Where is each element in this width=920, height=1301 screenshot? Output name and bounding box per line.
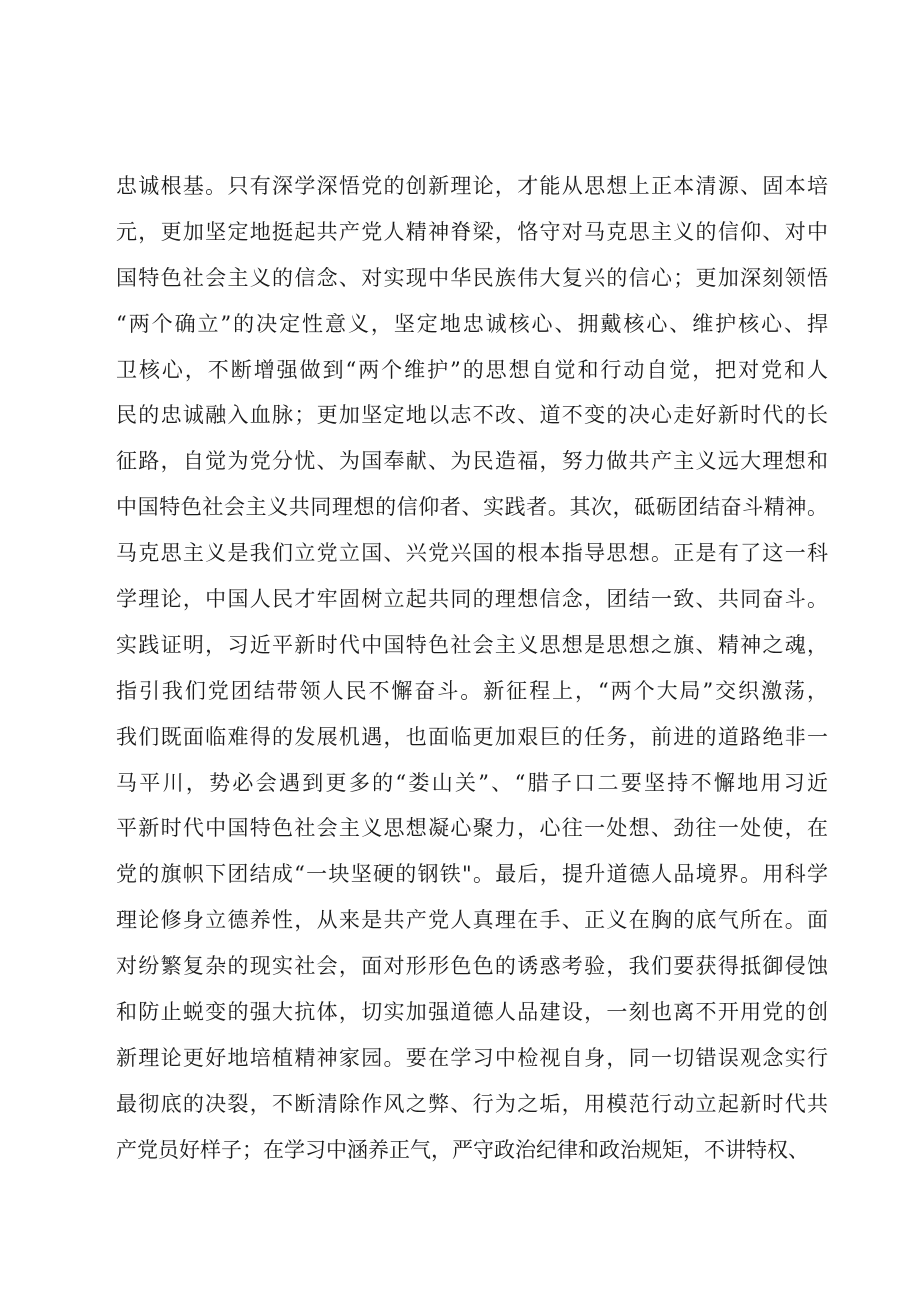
text-line: 征路，自觉为党分忧、为国奉献、为民造福，努力做共产主义远大理想和 (116, 449, 828, 474)
text-line: 产党员好样子；在学习中涵养正气，严守政治纪律和政治规矩，不讲特权、 (116, 1137, 809, 1162)
text-line: 对纷繁复杂的现实社会，面对形形色色的诱惑考验，我们要获得抵御侵蚀 (116, 954, 828, 979)
text-line: 马克思主义是我们立党立国、兴党兴国的根本指导思想。正是有了这一科 (116, 541, 828, 566)
text-line: 中国特色社会主义共同理想的信仰者、实践者。其次，砥砺团结奋斗精神。 (116, 495, 828, 520)
text-line: 民的忠诚融入血脉；更加坚定地以志不改、道不变的决心走好新时代的长 (116, 403, 828, 428)
text-line: 马平川，势必会遇到更多的“娄山关”、“腊子口二要坚持不懈地用习近 (116, 770, 828, 795)
text-line: 理论修身立德养性，从来是共产党人真理在手、正义在胸的底气所在。面 (116, 908, 828, 933)
text-line: 实践证明，习近平新时代中国特色社会主义思想是思想之旗、精神之魂， (116, 632, 828, 657)
text-line: 平新时代中国特色社会主义思想凝心聚力，心往一处想、劲往一处使，在 (116, 816, 828, 841)
text-line: 和防止蜕变的强大抗体，切实加强道德人品建设，一刻也离不开用党的创 (116, 1000, 828, 1025)
text-line: 元，更加坚定地挺起共产党人精神脊梁，恪守对马克思主义的信仰、对中 (116, 219, 828, 244)
text-line: 忠诚根基。只有深学深悟党的创新理论，才能从思想上正本清源、固本培 (116, 174, 828, 198)
text-line: 指引我们党团结带领人民不懈奋斗。新征程上，“两个大局”交织激荡， (116, 678, 828, 703)
text-line: 国特色社会主义的信念、对实现中华民族伟大复兴的信心；更加深刻领悟 (116, 265, 828, 290)
text-line: 党的旗帜下团结成“一块坚硬的钢铁"。最后，提升道德人品境界。用科学 (116, 862, 828, 887)
text-line: 我们既面临难得的发展机遇，也面临更加艰巨的任务，前进的道路绝非一 (116, 724, 828, 749)
text-line: 新理论更好地培植精神家园。要在学习中检视自身，同一切错误观念实行 (116, 1045, 828, 1070)
body-paragraph (116, 164, 828, 1174)
text-line: 最彻底的决裂，不断清除作风之弊、行为之垢，用模范行动立起新时代共 (116, 1091, 828, 1116)
text-line: 卫核心，不断增强做到“两个维护”的思想自觉和行动自觉，把对党和人 (116, 357, 828, 382)
text-line: “两个确立”的决定性意义，坚定地忠诚核心、拥戴核心、维护核心、捍 (116, 311, 828, 336)
text-line: 学理论，中国人民才牢固树立起共同的理想信念，团结一致、共同奋斗。 (116, 587, 828, 612)
